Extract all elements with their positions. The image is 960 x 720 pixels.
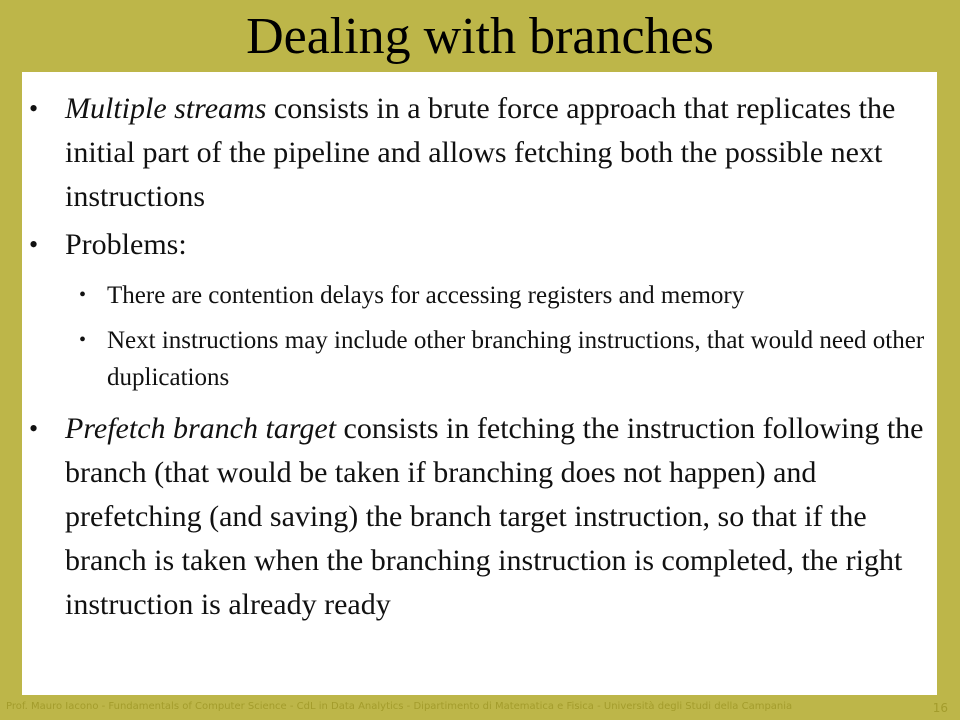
bullet-problems (29, 223, 933, 267)
sub-bullet-dot: • (79, 329, 87, 351)
bullet-dot: • (29, 414, 39, 443)
bullet-emphasis: Multiple streams (65, 92, 267, 125)
sub-bullet-text: Next instructions may include other branching instructions, that would need other duplications (107, 327, 925, 391)
bullet-text: consists in fetching the instruction following the branch (that would be taken if branching does not happen) and prefetching (and saving) the branch target instruction, so that if the branch is taken when the branching instruction is completed, the right instruction is already ready (65, 412, 924, 621)
bullet-text: consists in a brute force approach that replicates the initial part of the pipeline and allows fetching both the possible next instructions (65, 92, 896, 213)
content-area (22, 72, 937, 695)
bullet-text: Problems: (65, 228, 187, 261)
sub-bullet-text: There are contention delays for accessing registers and memory (107, 282, 745, 309)
page-number: 16 (932, 701, 948, 715)
sub-bullet-contention (79, 277, 929, 314)
bullet-multiple-streams (29, 87, 933, 219)
footer-text: Prof. Mauro Iacono - Fundamentals of Computer Science - CdL in Data Analytics - Dipartimento di Matematica e Fisica - Università degli Studi della Campania (6, 701, 793, 712)
bullet-dot: • (29, 94, 39, 123)
bullet-prefetch-branch-target (29, 407, 933, 627)
bullet-emphasis: Prefetch branch target (65, 412, 337, 445)
sub-bullet-next-instructions (79, 322, 929, 396)
sub-bullet-dot: • (79, 284, 87, 306)
slide-title: Dealing with branches (246, 8, 714, 65)
bullet-dot: • (29, 230, 39, 259)
